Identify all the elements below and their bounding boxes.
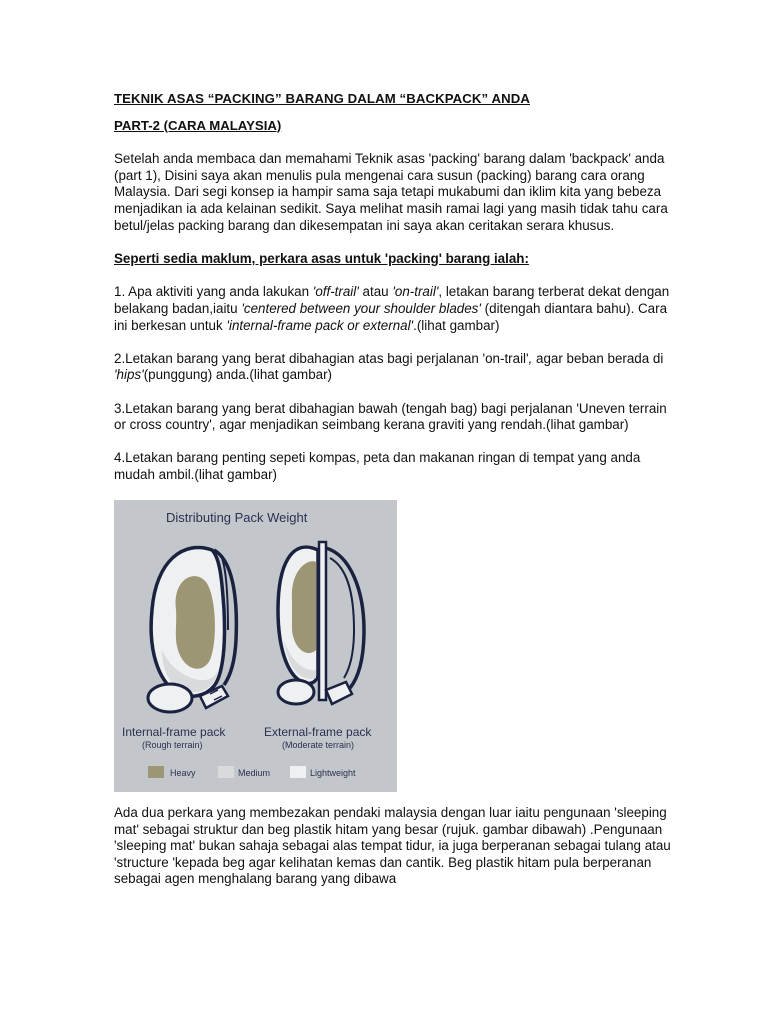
pack-weight-illustration (114, 500, 397, 792)
legend-lightweight: Lightweight (310, 768, 356, 779)
external-frame-sublabel: (Moderate terrain) (282, 740, 355, 751)
figure-title: Distributing Pack Weight (166, 510, 308, 526)
document-title: TEKNIK ASAS “PACKING” BARANG DALAM “BACKPACK” ANDA (114, 91, 530, 106)
point-2: 2.Letakan barang yang berat dibahagian atas bagi perjalanan 'on-trail', agar beban berada di 'hips'(punggung) anda.(lihat gambar) (114, 350, 664, 383)
legend-medium: Medium (238, 768, 271, 779)
intro-paragraph: Setelah anda membaca dan memahami Teknik asas 'packing' barang dalam 'backpack' anda (part 1), Disini saya akan menulis pula mengenai cara susun (packing) barang cara orang Malaysia. Dari segi konsep ia hampir sama saja tetapi mukabumi dan iklim kita yang bebeza menjadikan ia ada kelainan sedikit. Saya melihat masih ramai lagi yang masih tidak tahu cara betul/jelas packing barang dan dikesempatan ini saya akan ceritakan serara khusus. (114, 151, 668, 233)
legend-swatch-light (290, 766, 306, 778)
external-frame-label: External-frame pack (264, 725, 372, 740)
document-page (114, 91, 674, 905)
legend-heavy: Heavy (170, 768, 196, 779)
point-1: 1. Apa aktiviti yang anda lakukan 'off-trail' atau 'on-trail', letakan barang terberat dekat dengan belakang badan,iaitu 'centered between your shoulder blades' (ditengah diantara bahu). Cara ini berkesan untuk 'internal-frame pack or external'.(lihat gambar) (114, 284, 670, 333)
internal-frame-label: Internal-frame pack (122, 725, 226, 740)
figure-legend (148, 766, 356, 778)
pack-weight-figure (114, 500, 397, 792)
legend-swatch-heavy (148, 766, 164, 778)
closing-paragraph: Ada dua perkara yang membezakan pendaki malaysia dengan luar iaitu pengunaan 'sleeping mat' sebagai struktur dan beg plastik hitam yang besar (rujuk. gambar dibawah) .Pengunaan 'sleeping mat' bukan sahaja sebagai alas tempat tidur, ia juga berperanan sebagai tulang atau 'structure 'kepada beg agar kelihatan kemas dan cantik. Beg plastik hitam pula berperanan sebagai agen menghalang barang yang dibawa (114, 805, 671, 887)
section-heading: Seperti sedia maklum, perkara asas untuk 'packing' barang ialah: (114, 250, 529, 266)
internal-frame-sublabel: (Rough terrain) (142, 740, 203, 751)
point-4: 4.Letakan barang penting sepeti kompas, peta dan makanan ringan di tempat yang anda mudah ambil.(lihat gambar) (114, 450, 641, 482)
point-3: 3.Letakan barang yang berat dibahagian bawah (tengah bag) bagi perjalanan 'Uneven terrain or cross country', agar menjadikan seimbang kerana graviti yang rendah.(lihat gambar) (114, 400, 667, 433)
legend-swatch-medium (218, 766, 234, 778)
document-subtitle: PART-2 (CARA MALAYSIA) (114, 117, 282, 133)
